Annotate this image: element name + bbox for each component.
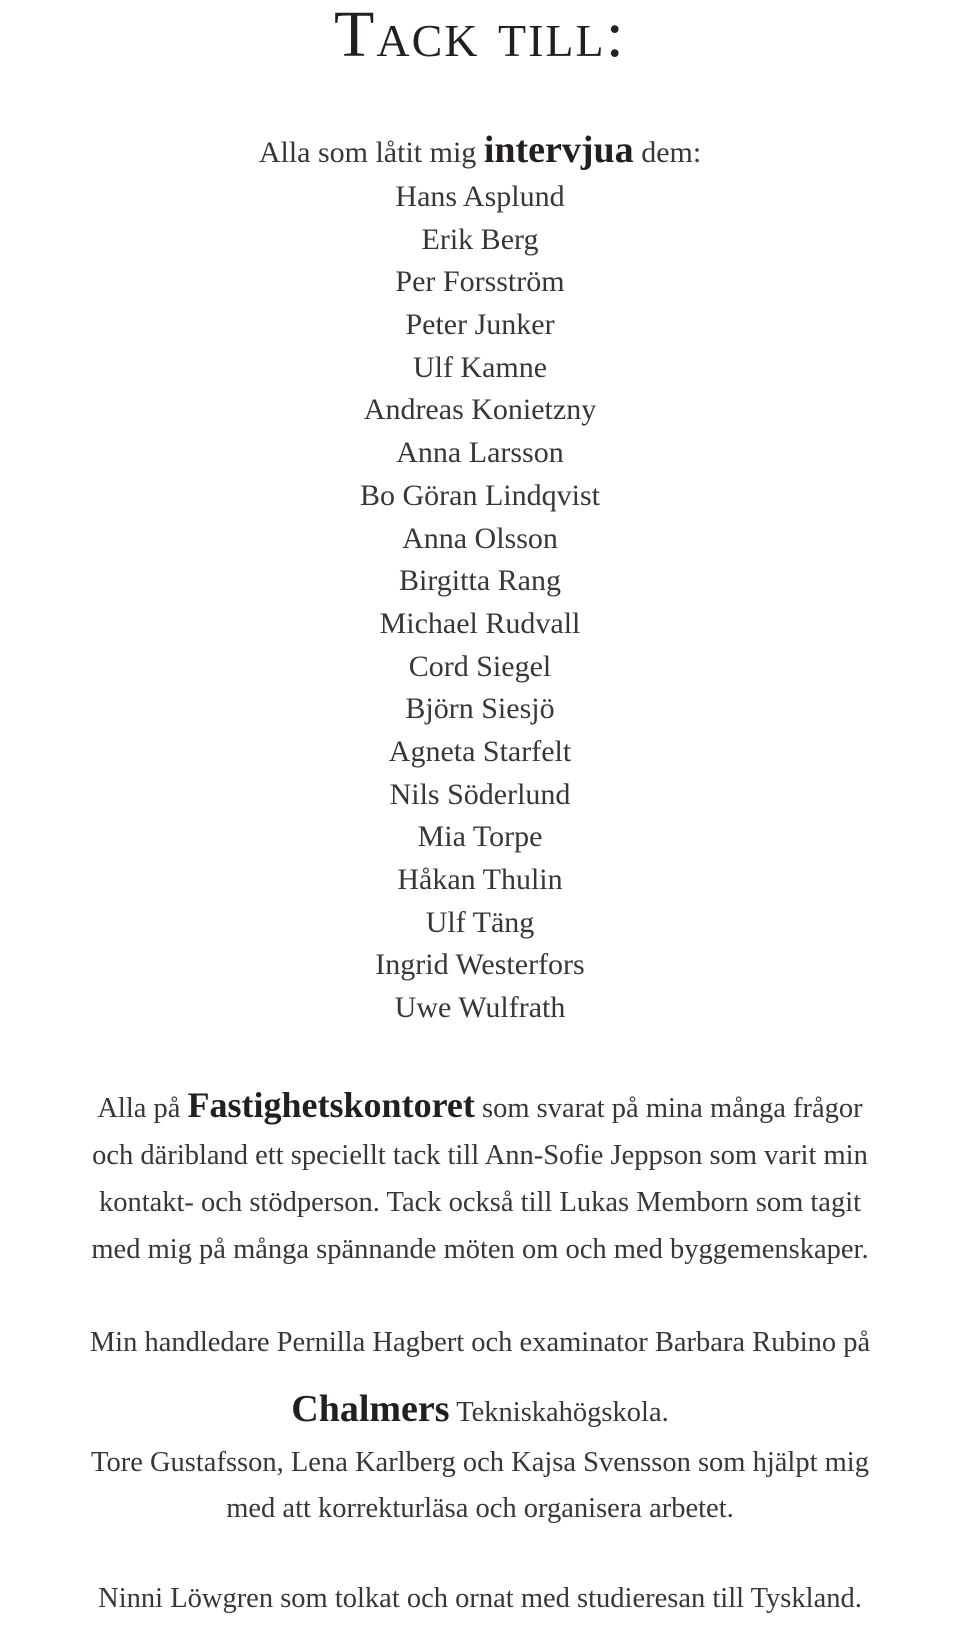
interviewee-name: Erik Berg (421, 222, 539, 256)
interviews-emphasis: intervjua (483, 129, 634, 171)
supervisor-line-1: Min handledare Pernilla Hagbert och examinator Barbara Rubino på (89, 1327, 871, 1358)
office-prefix: Alla på (97, 1093, 181, 1124)
interviewee-name: Håkan Thulin (397, 863, 563, 896)
supervisor-line-2 (0, 1376, 960, 1446)
proofreading-paragraph (0, 1440, 960, 1532)
office-line-3: kontakt- och stödperson. Tack också till Lukas Memborn som tagit (98, 1187, 862, 1218)
page-title: Tack till: (334, 0, 626, 71)
interviewee-name: Anna Olsson (402, 521, 558, 555)
interviewee-name: Anna Larsson (396, 436, 564, 470)
interviewee-name: Cord Siegel (408, 649, 552, 683)
interviewee-name: Ulf Kamne (412, 350, 548, 384)
interviewee-name: Bo Göran Lindqvist (360, 478, 600, 512)
interviewee-name: Agneta Starfelt (388, 734, 572, 768)
illustration-paragraph (0, 1576, 960, 1622)
interviewee-name: Michael Rudvall (379, 606, 581, 640)
proofreading-line-2: med att korrekturläsa och organisera arbetet. (226, 1493, 734, 1524)
interviewee-name: Peter Junker (405, 308, 555, 342)
proofreading-line-1: Tore Gustafsson, Lena Karlberg och Kajsa Svensson som hjälpt mig (91, 1447, 869, 1478)
interviewee-name: Ulf Täng (425, 905, 535, 939)
supervisor-line-2-rest: Tekniskahögskola. (456, 1397, 669, 1428)
office-emphasis: Fastighetskontoret (187, 1085, 475, 1125)
interviewee-name: Birgitta Rang (399, 564, 561, 598)
interviewee-name: Andreas Konietzny (363, 393, 597, 427)
office-line-1 (0, 1082, 960, 1132)
interviews-prefix: Alla som låtit mig (258, 136, 477, 169)
interviewee-name: Björn Siesjö (405, 692, 555, 726)
interviewee-name: Per Forsström (395, 265, 565, 299)
office-line-2: och däribland ett speciellt tack till Ann-Sofie Jeppson som varit min (92, 1140, 868, 1171)
office-line-1-rest: som svarat på mina många frågor (482, 1093, 863, 1124)
illustration-line-1: Ninni Löwgren som tolkat och ornat med studieresan till Tyskland. (98, 1583, 862, 1614)
supervisor-emphasis: Chalmers (291, 1388, 450, 1430)
interviewee-name: Uwe Wulfrath (394, 991, 566, 1025)
interviewee-name: Mia Torpe (417, 820, 543, 854)
interviewee-list (0, 176, 960, 1030)
office-paragraph (0, 1082, 960, 1273)
supervisor-paragraph (0, 1310, 960, 1446)
interviewee-name: Hans Asplund (395, 180, 565, 213)
office-line-4: med mig på många spännande möten om och med byggemenskaper. (91, 1234, 869, 1265)
interviews-suffix: dem: (641, 136, 702, 169)
interviews-intro (0, 128, 960, 175)
interviewee-name: Nils Söderlund (389, 777, 571, 811)
interviewee-name: Ingrid Westerfors (375, 948, 585, 982)
